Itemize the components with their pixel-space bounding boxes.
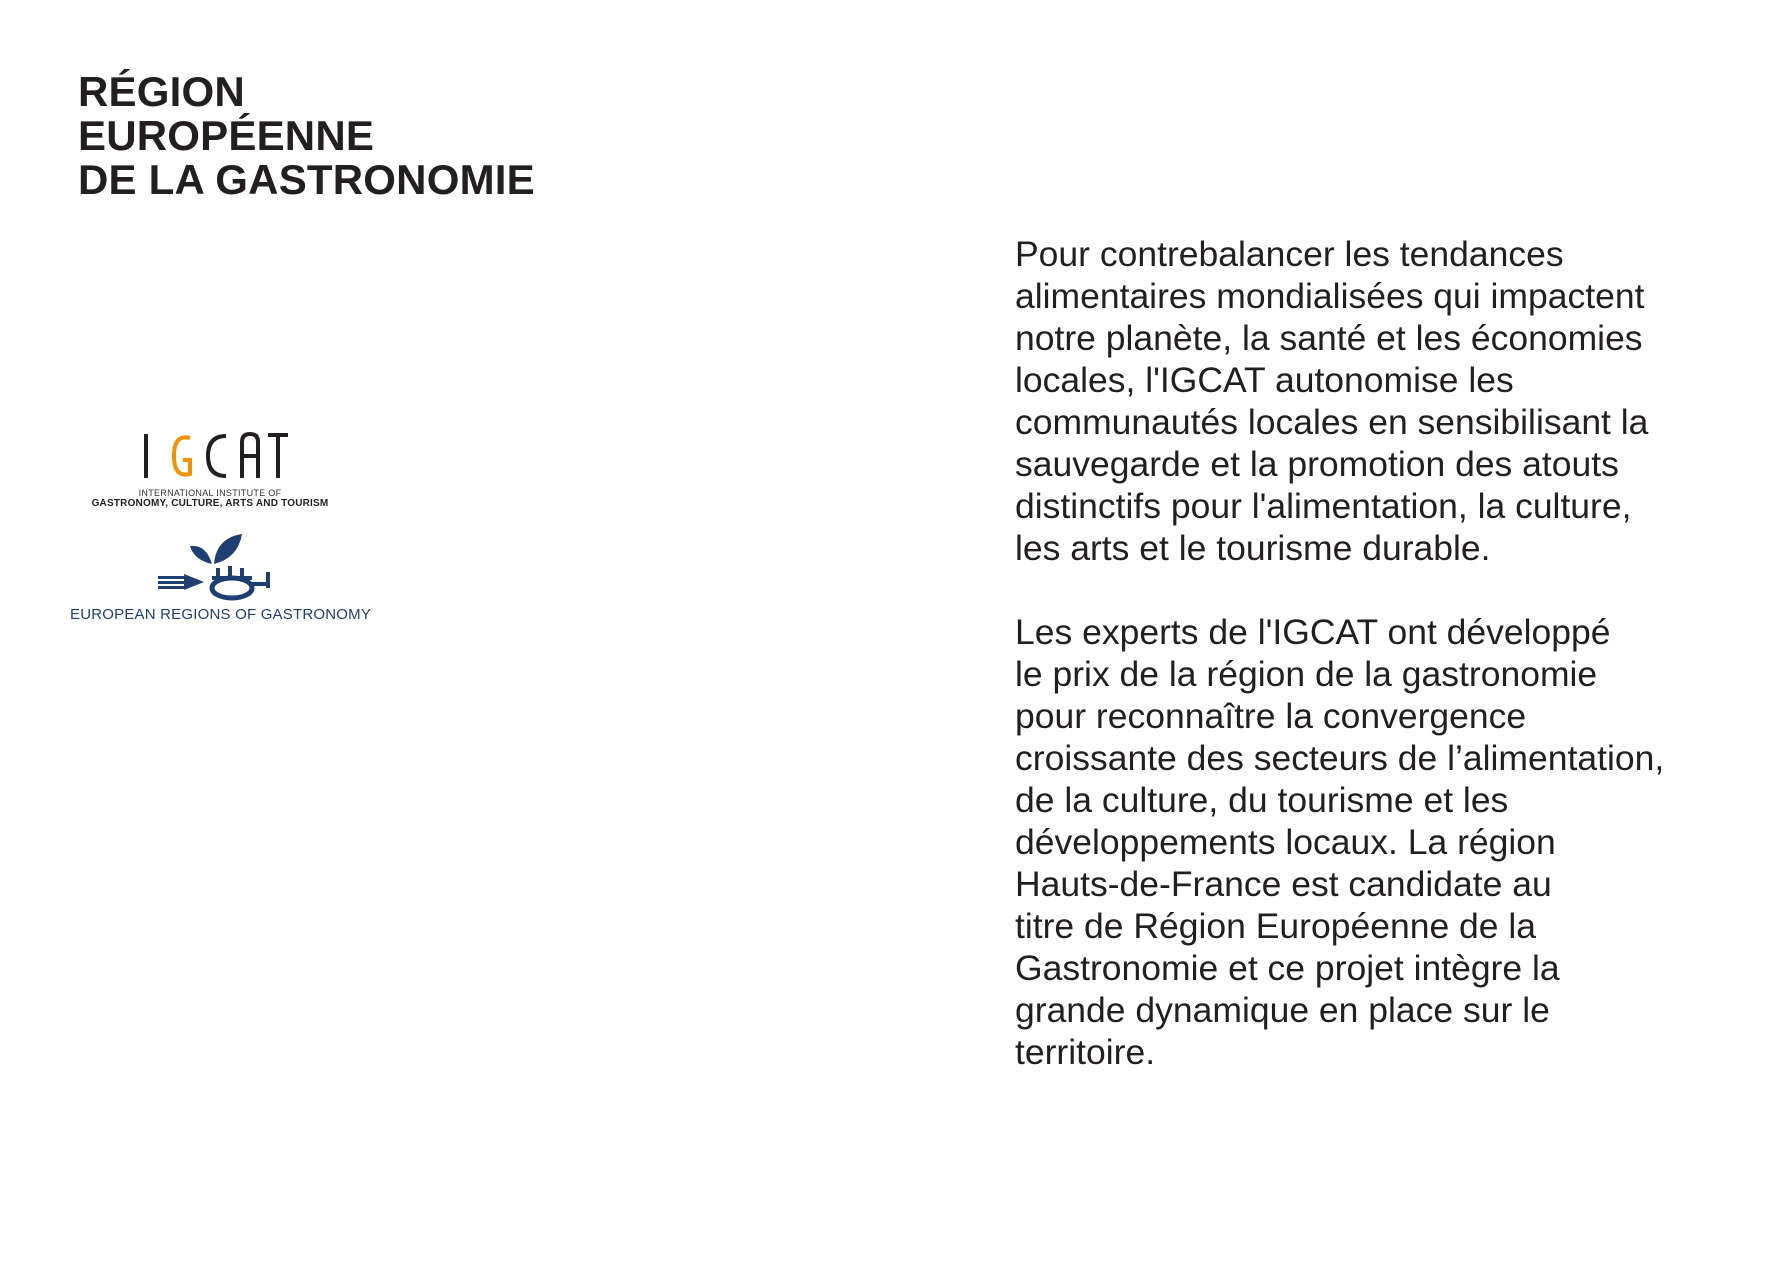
- title-line: EUROPÉENNE: [78, 112, 375, 159]
- title-line: DE LA GASTRONOMIE: [78, 156, 535, 203]
- title-line: RÉGION: [78, 68, 245, 115]
- text-line: communautés locales en sensibilisant la: [1015, 402, 1649, 442]
- text-line: notre planète, la santé et les économies: [1015, 318, 1643, 358]
- erg-emblem: [142, 530, 282, 602]
- leaf-icon: [190, 534, 242, 564]
- paragraph-1: [1015, 233, 1745, 569]
- text-line: alimentaires mondialisées qui impactent: [1015, 276, 1645, 316]
- text-line: Gastronomie et ce projet intègre la: [1015, 948, 1560, 988]
- text-line: titre de Région Européenne de la: [1015, 906, 1537, 946]
- text-line: Les experts de l'IGCAT ont développé: [1015, 612, 1611, 652]
- erg-caption: EUROPEAN REGIONS OF GASTRONOMY: [70, 606, 372, 623]
- page-title: [78, 70, 535, 202]
- body-text: [1015, 233, 1745, 1073]
- text-line: locales, l'IGCAT autonomise les: [1015, 360, 1514, 400]
- text-line: territoire.: [1015, 1032, 1156, 1072]
- text-line: grande dynamique en place sur le: [1015, 990, 1550, 1030]
- text-line: pour reconnaître la convergence: [1015, 696, 1527, 736]
- paragraph-2: [1015, 611, 1745, 1073]
- text-line: sauvegarde et la promotion des atouts: [1015, 444, 1619, 484]
- text-line: développements locaux. La région: [1015, 822, 1556, 862]
- text-line: Pour contrebalancer les tendances: [1015, 234, 1564, 274]
- igcat-subtitle-1: INTERNATIONAL INSTITUTE OF: [138, 488, 282, 498]
- text-line: les arts et le tourisme durable.: [1015, 528, 1491, 568]
- igcat-subtitle-2: GASTRONOMY, CULTURE, ARTS AND TOURISM: [91, 498, 329, 509]
- text-line: distinctifs pour l'alimentation, la culture,: [1015, 486, 1632, 526]
- igcat-logo: [138, 430, 288, 482]
- pot-icon: [212, 566, 270, 598]
- text-line: croissante des secteurs de l’alimentation,: [1015, 738, 1665, 778]
- fork-icon: [158, 574, 204, 590]
- text-line: le prix de la région de la gastronomie: [1015, 654, 1598, 694]
- text-line: de la culture, du tourisme et les: [1015, 780, 1509, 820]
- text-line: Hauts-de-France est candidate au: [1015, 864, 1552, 904]
